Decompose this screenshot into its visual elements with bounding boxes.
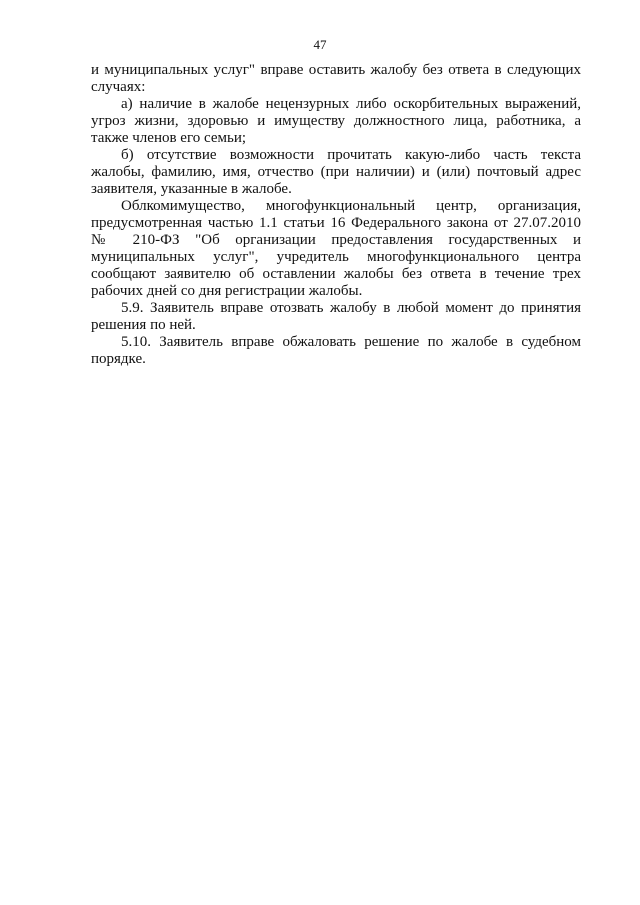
paragraph-notification: Облкомимущество, многофункциональный центр, организация, предусмотренная частью 1.1 статьи 16 Федерального закона от 27.07.2010 № 210-ФЗ "Об организации предоставления государственных и муниципальных услуг", учредитель многофункционального центра сообщают заявителю об оставлении жалобы без ответа в течение трех рабочих дней со дня регистрации жалобы.: [91, 198, 581, 299]
paragraph-5-9: 5.9. Заявитель вправе отозвать жалобу в любой момент до принятия решения по ней.: [91, 300, 581, 333]
paragraph-continuation: и муниципальных услуг" вправе оставить жалобу без ответа в следующих случаях:: [91, 62, 581, 95]
paragraph-item-b: б) отсутствие возможности прочитать какую-либо часть текста жалобы, фамилию, имя, отчество (при наличии) и (или) почтовый адрес заявителя, указанные в жалобе.: [91, 147, 581, 197]
page-number: 47: [313, 37, 327, 52]
paragraph-item-a: а) наличие в жалобе нецензурных либо оскорбительных выражений, угроз жизни, здоровью и имуществу должностного лица, работника, а также членов его семьи;: [91, 96, 581, 146]
paragraph-5-10: 5.10. Заявитель вправе обжаловать решение по жалобе в судебном порядке.: [91, 334, 581, 367]
document-body: [91, 62, 581, 368]
